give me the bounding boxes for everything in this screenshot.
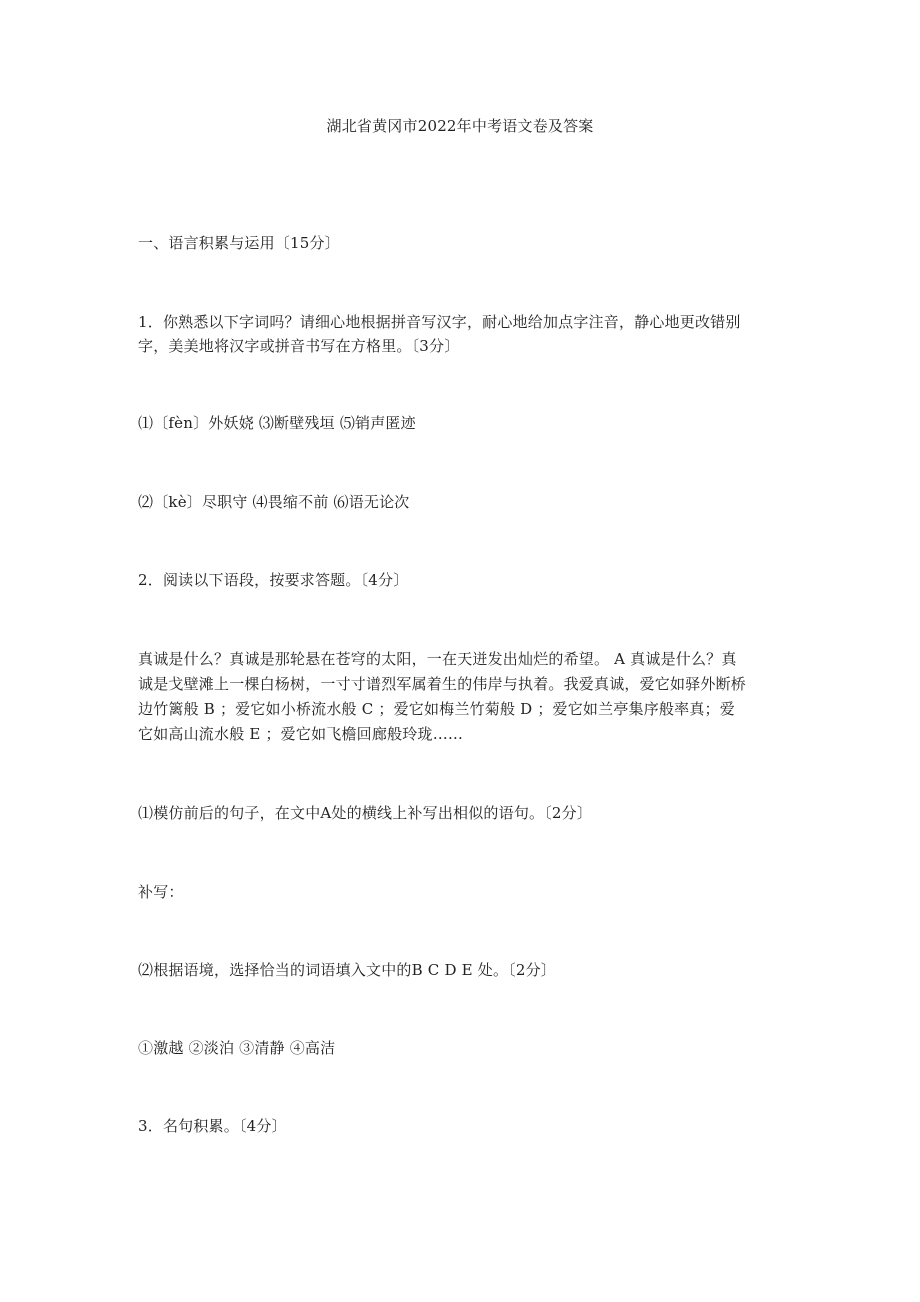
q1-prompt-line1: 1．你熟悉以下字词吗？请细心地根据拼音写汉字，耐心地给加点字注音，静心地更改错别 [138,313,741,331]
q1-items-row2: ⑵〔kè〕尽职守 ⑷畏缩不前 ⑹语无论次 [138,493,410,511]
q2-prompt: 2．阅读以下语段，按要求答题。〔4分〕 [138,571,409,589]
q2-passage-line4: 它如高山流水般 E ；爱它如飞檐回廊般玲珑…… [138,725,464,743]
q2-passage-line1: 真诚是什么？真诚是那轮悬在苍穹的太阳，一在天迸发出灿烂的希望。 A 真诚是什么？真 [138,650,737,668]
q2-sub2-options: ①激越 ②淡泊 ③清静 ④高洁 [138,1039,336,1057]
q2-sub1-answer-label: 补写： [138,883,184,901]
q3-prompt: 3．名句积累。〔4分〕 [138,1117,287,1135]
section1-heading: 一、语言积累与运用〔15分〕 [138,234,340,252]
q2-passage-line3: 边竹篱般 B ；爱它如小桥流水般 C ；爱它如梅兰竹菊般 D ；爱它如兰亭集序般率真；爱 [138,700,735,718]
q1-prompt-line2: 字，美美地将汉字或拼音书写在方格里。〔3分〕 [138,337,460,355]
q1-items-row1: ⑴〔fèn〕外妖娆 ⑶断壁残垣 ⑸销声匿迹 [138,414,416,432]
q2-passage-line2: 诚是戈壁滩上一棵白杨树，一寸寸谱烈军属着生的伟岸与执着。我爱真诚，爱它如驿外断桥 [138,675,747,693]
q2-sub2-prompt: ⑵根据语境，选择恰当的词语填入文中的B C D E 处。〔2分〕 [138,961,556,979]
document-title: 湖北省黄冈市2022年中考语文卷及答案 [326,117,594,135]
q2-sub1-prompt: ⑴模仿前后的句子，在文中A处的横线上补写出相似的语句。〔2分〕 [138,804,593,822]
